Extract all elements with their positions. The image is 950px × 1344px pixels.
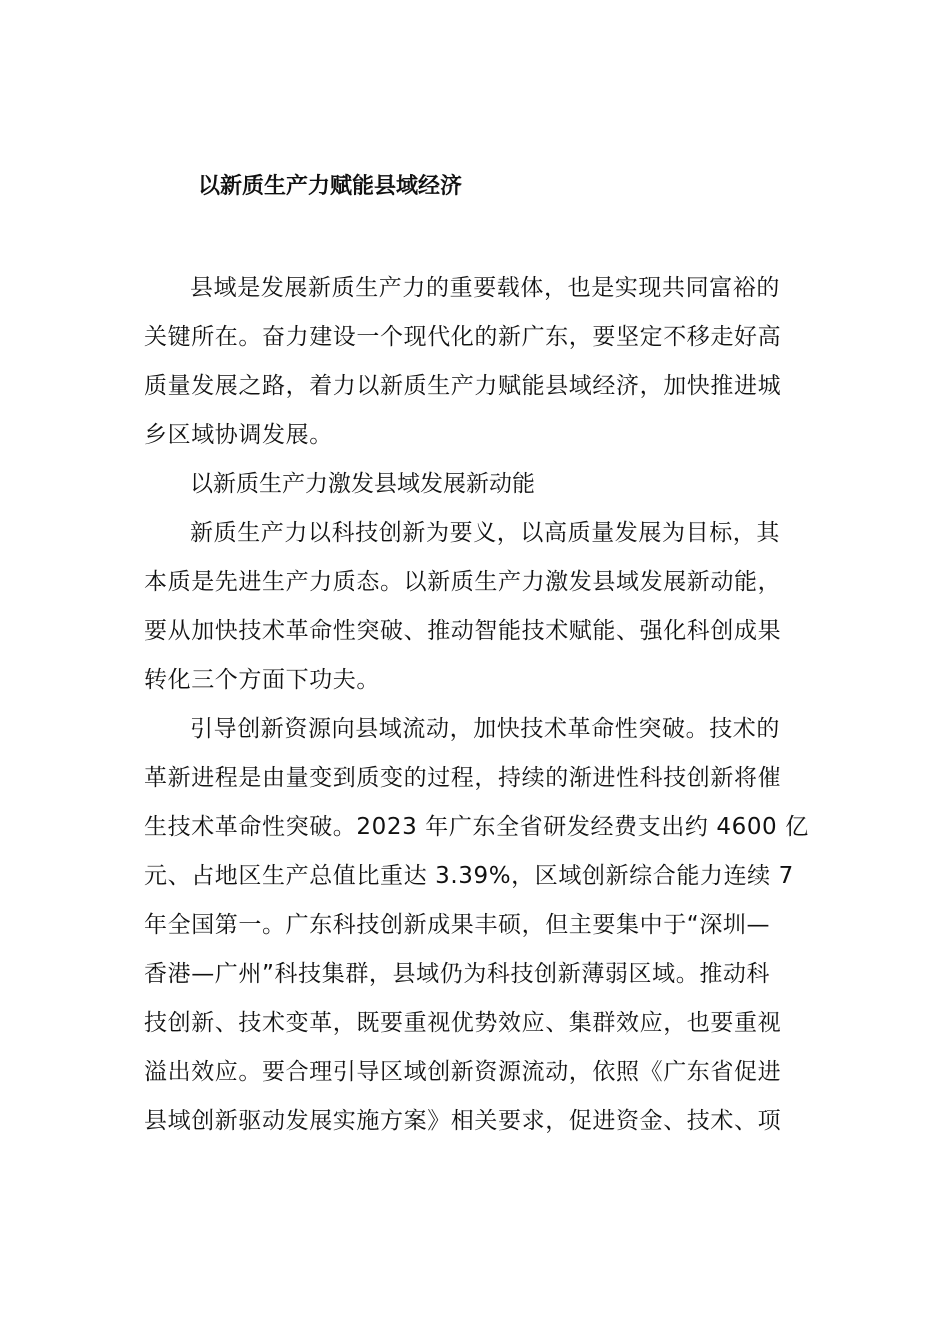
text-line: 乡区域协调发展。 [144, 422, 333, 448]
paragraph-innovation-resources [144, 705, 808, 1146]
text-line: 关键所在。奋力建设一个现代化的新广东，要坚定不移走好高 [144, 324, 782, 350]
paragraph-intro [144, 264, 808, 460]
text-line: 技创新、技术变革，既要重视优势效应、集群效应，也要重视 [144, 1010, 782, 1036]
text-line: 年全国第一。广东科技创新成果丰硕，但主要集中于“深圳— [144, 912, 771, 938]
text-line: 本质是先进生产力质态。以新质生产力激发县域发展新动能， [144, 569, 782, 595]
text-line: 溢出效应。要合理引导区域创新资源流动，依照《广东省促进 [144, 1059, 782, 1085]
text-line: 要从加快技术革命性突破、推动智能技术赋能、强化科创成果 [144, 618, 782, 644]
paragraph-new-productivity [144, 509, 808, 705]
section-subheading: 以新质生产力激发县域发展新动能 [190, 471, 535, 497]
text-line: 县域是发展新质生产力的重要载体，也是实现共同富裕的 [190, 275, 780, 301]
text-line: 引导创新资源向县域流动，加快技术革命性突破。技术的 [190, 716, 780, 742]
text-line: 革新进程是由量变到质变的过程，持续的渐进性科技创新将催 [144, 765, 782, 791]
document-body [144, 264, 808, 1146]
text-line: 生技术革命性突破。2023 年广东全省研发经费支出约 4600 亿 [144, 814, 809, 840]
text-line: 元、占地区生产总值比重达 3.39%，区域创新综合能力连续 7 [144, 863, 794, 889]
document-title: 以新质生产力赋能县域经济 [198, 174, 463, 199]
text-line: 香港—广州”科技集群，县域仍为科技创新薄弱区域。推动科 [144, 961, 771, 987]
text-line: 新质生产力以科技创新为要义，以高质量发展为目标，其 [190, 520, 780, 546]
text-line: 县域创新驱动发展实施方案》相关要求，促进资金、技术、项 [144, 1108, 782, 1134]
text-line: 转化三个方面下功夫。 [144, 667, 380, 693]
text-line: 质量发展之路，着力以新质生产力赋能县域经济，加快推进城 [144, 373, 782, 399]
